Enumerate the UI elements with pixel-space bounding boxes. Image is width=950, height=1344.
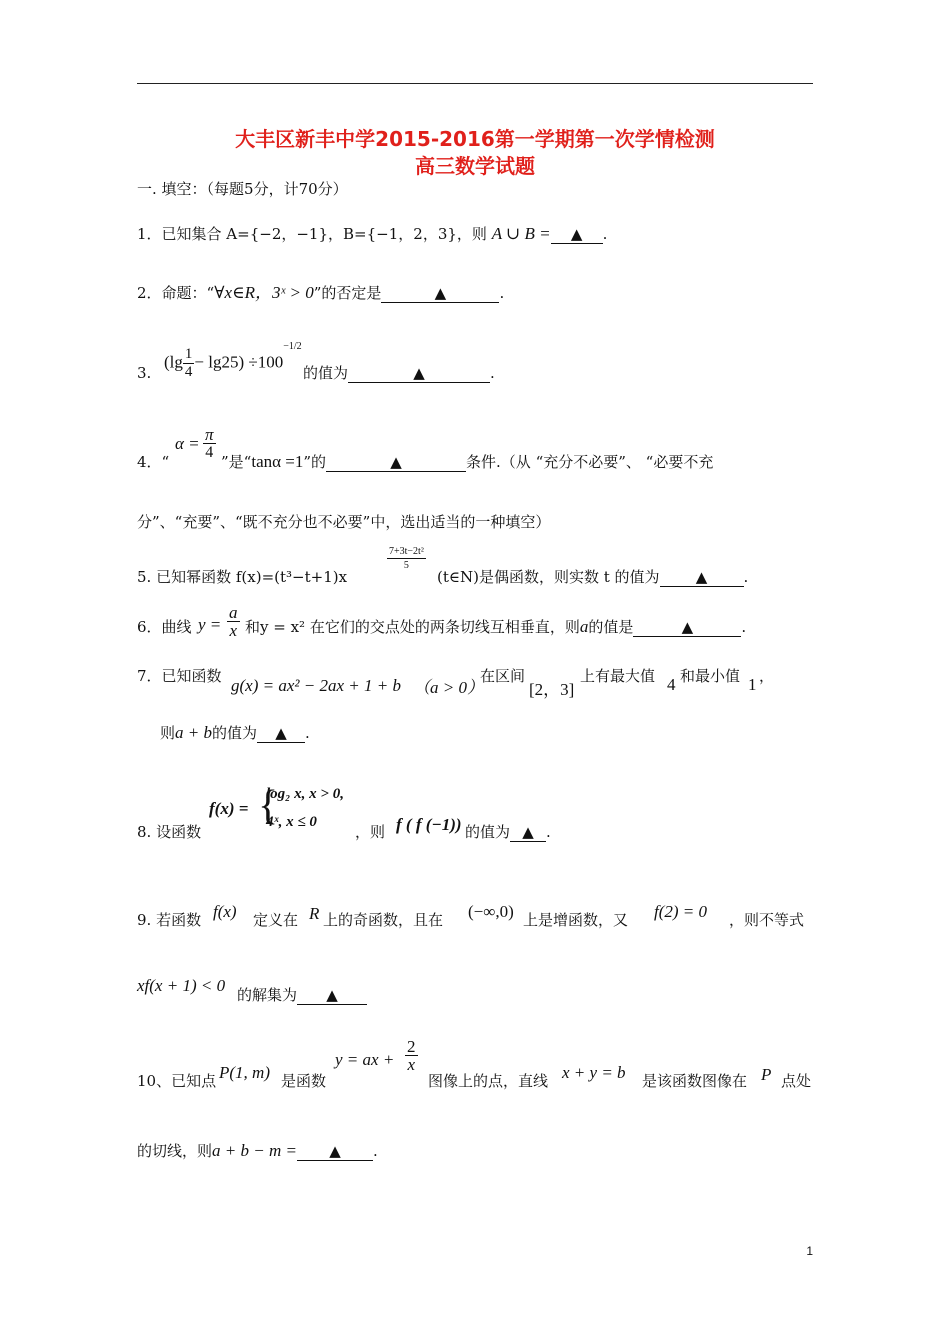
question-2 xyxy=(137,278,504,303)
q6-a2: a xyxy=(579,617,589,636)
q8-mid: ，则 xyxy=(355,823,386,841)
q4-end: 条件.（从 “充分不必要”、 “必要不充 xyxy=(466,453,714,471)
q10-P: P(1, m) xyxy=(219,1063,270,1082)
triangle-icon: ▲ xyxy=(390,453,402,471)
question-1 xyxy=(137,223,607,244)
q8-case-1: log₂ x, x > 0, xyxy=(266,786,344,802)
q10-end: . xyxy=(372,1142,378,1160)
q5-end: . xyxy=(743,568,749,586)
q4-mid2: ”的 xyxy=(303,453,327,471)
q10-expr: a + b − m = xyxy=(212,1141,297,1160)
q10-t4: 点处 xyxy=(781,1072,812,1090)
q7-line2-pre: 则 xyxy=(160,724,176,742)
q9-interval: (−∞,0) xyxy=(468,902,514,921)
q3-blank[interactable] xyxy=(348,364,490,383)
q1-blank[interactable] xyxy=(551,225,603,244)
q7-max: 4 xyxy=(667,675,676,694)
q10-text: 10、已知点 xyxy=(137,1072,217,1090)
q9-f2: f(2) = 0 xyxy=(654,902,708,921)
q6-a: a xyxy=(229,603,238,622)
q3-exp: −1/2 xyxy=(283,340,302,352)
q4-four: 4 xyxy=(205,444,214,461)
q3-rest: − lg25) ÷100 xyxy=(194,352,284,372)
q7-interval: [2，3] xyxy=(529,680,575,699)
q8-fx: f(x) = xyxy=(209,799,249,818)
triangle-icon: ▲ xyxy=(434,284,447,302)
q10-blank[interactable] xyxy=(297,1142,373,1161)
q8-blank[interactable] xyxy=(510,823,546,842)
q2-text: 2．命题：“ xyxy=(137,284,215,302)
q3-fraction xyxy=(183,346,195,381)
q3-lg: (lg xyxy=(164,352,183,372)
q5-blank[interactable] xyxy=(660,568,744,587)
q4-tail xyxy=(221,451,713,472)
question-7-line-2 xyxy=(160,722,310,743)
q3-num: 3. xyxy=(137,364,152,382)
q5-tail xyxy=(437,566,748,587)
q7-end: . xyxy=(305,724,310,742)
q4-num: 4．“ xyxy=(137,453,170,471)
section-heading: 一. 填空：（每题5分，计70分） xyxy=(137,180,348,198)
q10-line: x + y = b xyxy=(562,1063,626,1082)
q3-fraction-den: 4 xyxy=(184,364,193,380)
q10-line2-text: 的切线，则 xyxy=(137,1142,213,1160)
q6-y: y = xyxy=(198,615,222,634)
header-rule xyxy=(137,83,813,84)
q7-cond: （a > 0） xyxy=(413,678,484,697)
q9-t3: 上是增函数，又 xyxy=(523,911,629,929)
q9-tail xyxy=(237,984,367,1005)
q7-comma: ， xyxy=(759,667,775,685)
q9-fx: f(x) xyxy=(213,902,237,921)
page-number: 1 xyxy=(806,1244,813,1258)
title-line-1: 大丰区新丰中学2015-2016第一学期第一次学情检测 xyxy=(235,127,715,151)
q10-t3: 是该函数图像在 xyxy=(642,1072,748,1090)
q2-mid: ”的否定是 xyxy=(313,284,382,302)
q4-mid1: ”是“ xyxy=(221,453,252,471)
q4-fraction xyxy=(203,426,216,461)
triangle-icon: ▲ xyxy=(522,823,534,841)
q7-blank[interactable] xyxy=(257,724,305,743)
q10-fraction xyxy=(405,1038,418,1073)
question-4-line-2: 分”、“充要”、“既不充分也不必要”中，选出适当的一种填空） xyxy=(137,513,551,531)
q9-t2: 上的奇函数，且在 xyxy=(323,911,444,929)
question-10-line-2 xyxy=(137,1140,378,1161)
q9-t1: 定义在 xyxy=(253,911,299,929)
q6-fraction xyxy=(227,604,240,639)
left-brace-icon: { xyxy=(258,783,279,829)
q4-tan: tanα =1 xyxy=(251,452,304,471)
q7-max-text: 上有最大值 xyxy=(580,667,656,685)
q10-x: x xyxy=(407,1055,416,1074)
triangle-icon: ▲ xyxy=(681,618,694,636)
triangle-icon: ▲ xyxy=(413,364,425,382)
q9-ineq: xf(x + 1) < 0 xyxy=(137,976,226,995)
q8-end: . xyxy=(546,823,551,841)
q8-ff: f ( f (−1)) xyxy=(396,815,462,834)
q3-end: . xyxy=(490,364,495,382)
q5-exp-num: 7+3t−2t² xyxy=(389,546,424,557)
q6-tail xyxy=(245,616,746,637)
q4-blank[interactable] xyxy=(326,453,466,472)
triangle-icon: ▲ xyxy=(275,724,287,742)
title-line-2: 高三数学试题 xyxy=(415,154,535,178)
q5-exponent xyxy=(387,545,426,572)
q7-line2-text: 的值为 xyxy=(212,724,258,742)
q10-two: 2 xyxy=(407,1037,416,1056)
q7-ab: a + b xyxy=(175,723,212,742)
q1-text: 1．已知集合 A={−2，−1}，B={−1，2，3}，则 xyxy=(137,225,487,243)
q6-end-text: 的值是 xyxy=(588,618,634,636)
q3-fraction-num: 1 xyxy=(184,346,193,362)
q5-exp-den: 5 xyxy=(403,560,409,571)
q2-math: ∀x∈R，3ˣ > 0 xyxy=(214,283,314,302)
q10-t1: 是函数 xyxy=(281,1072,327,1090)
q3-math xyxy=(164,340,302,381)
q6-mid: 和y = x² 在它们的交点处的两条切线互相垂直，则 xyxy=(245,618,580,636)
q6-text: 6．曲线 xyxy=(137,618,192,636)
q6-blank[interactable] xyxy=(633,618,741,637)
q4-alpha: α = xyxy=(175,434,200,453)
q10-func-y: y = ax + xyxy=(335,1050,395,1069)
q7-min: 1 xyxy=(748,675,757,694)
triangle-icon: ▲ xyxy=(570,225,583,243)
q5-end-text: (t∈N)是偶函数，则实数 t 的值为 xyxy=(437,568,660,586)
triangle-icon: ▲ xyxy=(695,568,708,586)
q6-x: x xyxy=(229,621,238,640)
q2-end: . xyxy=(499,284,505,302)
q10-P2: P xyxy=(761,1065,772,1084)
q9-blank[interactable] xyxy=(297,986,367,1005)
q8-case-2: 4ˣ, x ≤ 0 xyxy=(266,814,317,830)
q5-text: 5. 已知幂函数 f(x)=(t³−t+1)x xyxy=(137,568,348,586)
q10-t2: 图像上的点，直线 xyxy=(428,1072,549,1090)
q1-math: A ∪ B = xyxy=(491,224,551,243)
q9-t5: 的解集为 xyxy=(237,986,298,1004)
q4-pi: π xyxy=(205,425,214,444)
q3-text: 的值为 xyxy=(303,364,349,382)
q2-blank[interactable] xyxy=(381,284,499,303)
q8-tail xyxy=(465,821,551,842)
triangle-icon: ▲ xyxy=(326,986,338,1004)
q7-text: 7．已知函数 xyxy=(137,667,222,685)
q7-min-text: 和最小值 xyxy=(680,667,741,685)
q9-R: R xyxy=(309,904,320,923)
q3-tail xyxy=(303,362,495,383)
q8-num: 8. 设函数 xyxy=(137,823,202,841)
q9-t4: ，则不等式 xyxy=(729,911,805,929)
q6-end: . xyxy=(741,618,747,636)
q7-func: g(x) = ax² − 2ax + 1 + b xyxy=(231,676,401,695)
triangle-icon: ▲ xyxy=(329,1142,341,1160)
q8-end-text: 的值为 xyxy=(465,823,511,841)
q1-end: . xyxy=(602,225,608,243)
q7-interval-text: 在区间 xyxy=(480,667,526,685)
q9-text: 9. 若函数 xyxy=(137,911,202,929)
